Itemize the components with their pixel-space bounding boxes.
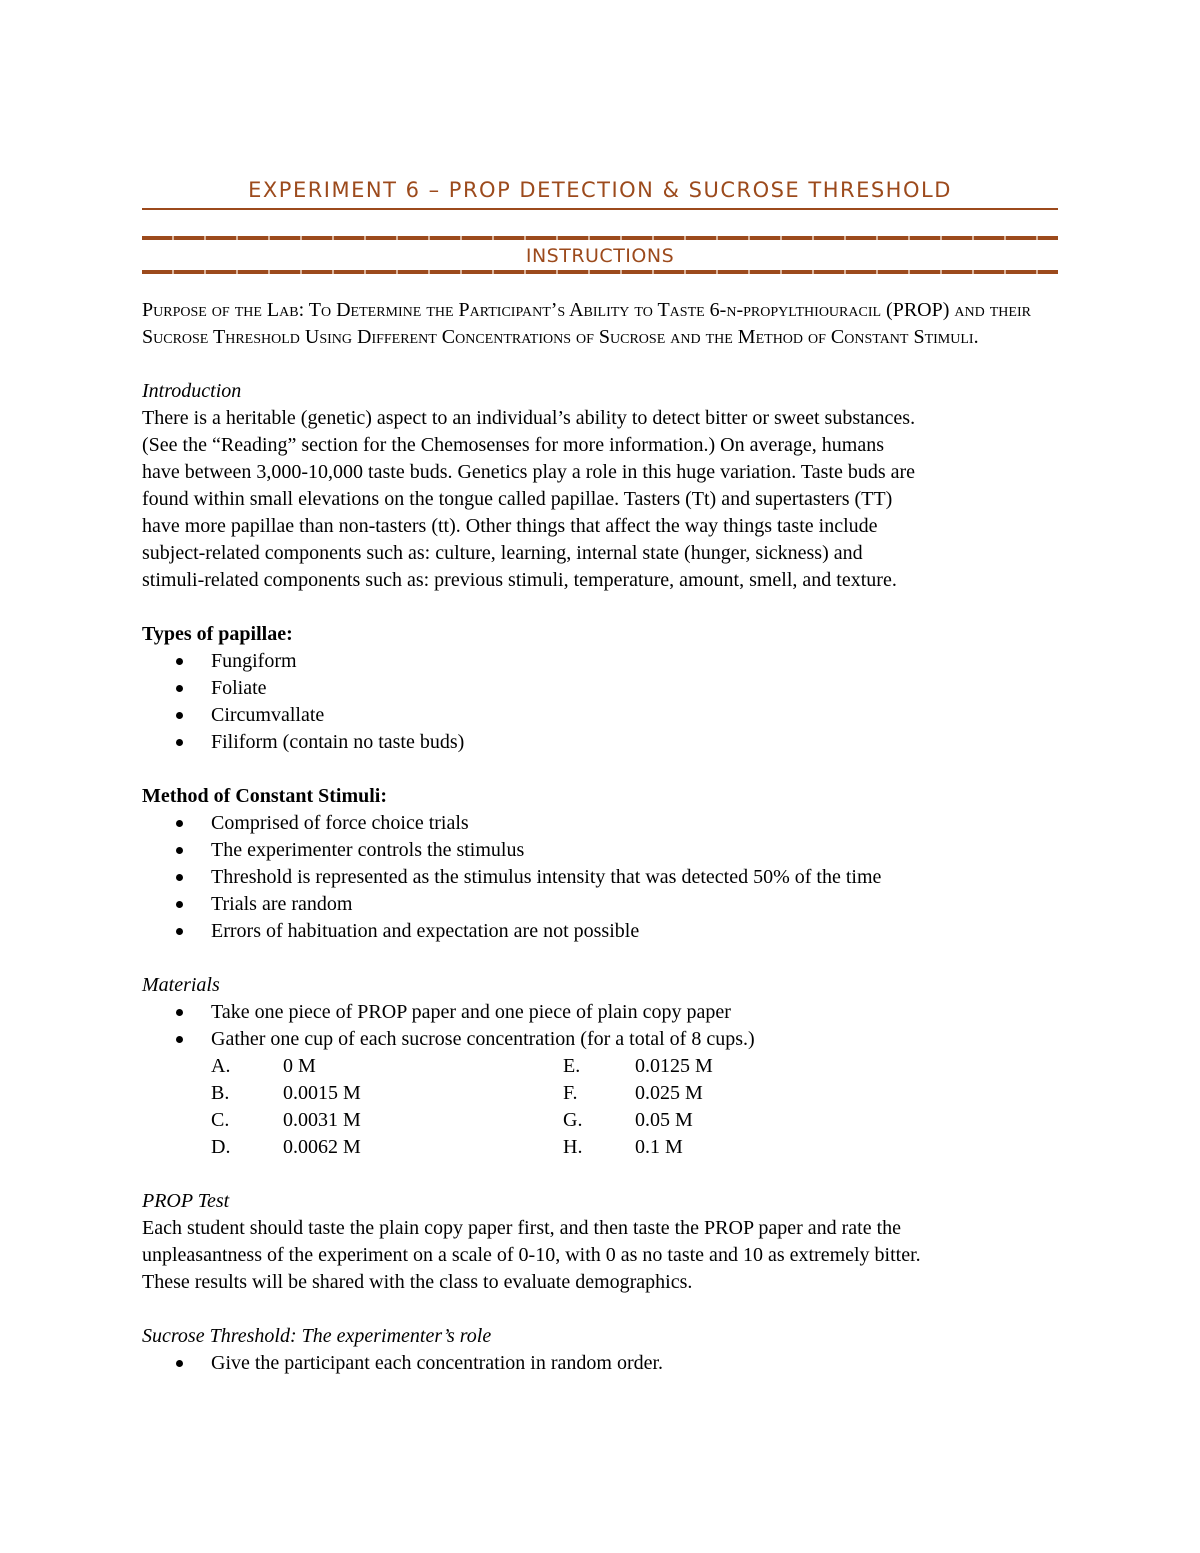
sucrose-heading: Sucrose Threshold: The experimenter’s role xyxy=(142,1325,492,1347)
intro-line: (See the “Reading” section for the Chemosenses for more information.) On average, humans xyxy=(142,434,884,456)
prop-test-paragraph xyxy=(142,1215,1062,1296)
bullet-icon xyxy=(176,1036,183,1043)
bullet-icon xyxy=(176,658,183,665)
concentration-letter: A. xyxy=(211,1055,231,1077)
list-item: Trials are random xyxy=(142,891,1062,918)
prop-test-line: unpleasantness of the experiment on a scale of 0-10, with 0 as no taste and 10 as extremely bitter. xyxy=(142,1244,921,1266)
papillae-list xyxy=(142,648,1062,756)
prop-test-line: Each student should taste the plain copy paper first, and then taste the PROP paper and rate the xyxy=(142,1217,902,1239)
intro-line: have between 3,000-10,000 taste buds. Genetics play a role in this huge variation. Taste buds are xyxy=(142,461,916,483)
prop-test-heading: PROP Test xyxy=(142,1190,230,1212)
concentration-row xyxy=(142,1080,1062,1107)
list-item: Threshold is represented as the stimulus intensity that was detected 50% of the time xyxy=(142,864,1062,891)
instructions-banner xyxy=(142,236,1058,276)
list-item: Fungiform xyxy=(142,648,1062,675)
intro-line: stimuli-related components such as: previous stimuli, temperature, amount, smell, and texture. xyxy=(142,569,897,591)
list-item: Comprised of force choice trials xyxy=(142,810,1062,837)
document-title: EXPERIMENT 6 – PROP DETECTION & SUCROSE THRESHOLD xyxy=(248,178,952,202)
concentration-value: 0.0031 M xyxy=(283,1109,361,1131)
concentration-row xyxy=(142,1053,1062,1080)
intro-line: found within small elevations on the tongue called papillae. Tasters (Tt) and supertasters (TT) xyxy=(142,488,893,510)
prop-test-line: These results will be shared with the class to evaluate demographics. xyxy=(142,1271,693,1293)
concentration-letter: D. xyxy=(211,1136,231,1158)
materials-heading: Materials xyxy=(142,974,220,996)
concentration-value: 0.0125 M xyxy=(635,1055,713,1077)
bullet-icon xyxy=(176,847,183,854)
bullet-icon xyxy=(176,1009,183,1016)
list-item: Take one piece of PROP paper and one piece of plain copy paper xyxy=(142,999,1062,1026)
method-list xyxy=(142,810,1062,945)
concentration-list xyxy=(142,1053,1062,1161)
concentration-row xyxy=(142,1134,1062,1161)
concentration-row xyxy=(142,1107,1062,1134)
list-item: The experimenter controls the stimulus xyxy=(142,837,1062,864)
bullet-icon xyxy=(176,901,183,908)
intro-line: have more papillae than non-tasters (tt). Other things that affect the way things taste include xyxy=(142,515,878,537)
bullet-icon xyxy=(176,1360,183,1367)
banner-bottom-rule xyxy=(142,270,1058,274)
concentration-letter: G. xyxy=(563,1109,583,1131)
intro-line: There is a heritable (genetic) aspect to an individual’s ability to detect bitter or sweet substances. xyxy=(142,407,916,429)
bullet-icon xyxy=(176,928,183,935)
concentration-letter: C. xyxy=(211,1109,230,1131)
banner-label: INSTRUCTIONS xyxy=(525,245,675,267)
list-item: Give the participant each concentration in random order. xyxy=(142,1350,1062,1377)
purpose-statement: Purpose of the Lab: To Determine the Participant’s Ability to Taste 6-n-propylthiouracil (PROP) and their Sucrose Threshold Using Different Concentrations of Sucrose and the Method of Constant Stimuli. xyxy=(142,299,1031,348)
materials-list xyxy=(142,999,1062,1053)
list-item: Filiform (contain no taste buds) xyxy=(142,729,1062,756)
concentration-letter: B. xyxy=(211,1082,230,1104)
intro-line: subject-related components such as: culture, learning, internal state (hunger, sickness) and xyxy=(142,542,863,564)
title-underline xyxy=(142,208,1058,210)
concentration-value: 0.05 M xyxy=(635,1109,693,1131)
method-heading: Method of Constant Stimuli: xyxy=(142,785,388,807)
bullet-icon xyxy=(176,685,183,692)
sucrose-list xyxy=(142,1350,1062,1377)
concentration-letter: E. xyxy=(563,1055,581,1077)
concentration-value: 0.0062 M xyxy=(283,1136,361,1158)
banner-top-rule xyxy=(142,236,1058,240)
bullet-icon xyxy=(176,820,183,827)
bullet-icon xyxy=(176,874,183,881)
concentration-letter: H. xyxy=(563,1136,583,1158)
list-item: Foliate xyxy=(142,675,1062,702)
document-body xyxy=(142,297,1062,1377)
introduction-paragraph xyxy=(142,405,1062,594)
list-item: Circumvallate xyxy=(142,702,1062,729)
list-item: Errors of habituation and expectation are not possible xyxy=(142,918,1062,945)
papillae-heading: Types of papillae: xyxy=(142,623,293,645)
concentration-letter: F. xyxy=(563,1082,578,1104)
concentration-value: 0.0015 M xyxy=(283,1082,361,1104)
list-item: Gather one cup of each sucrose concentration (for a total of 8 cups.) xyxy=(142,1026,1062,1053)
concentration-value: 0.1 M xyxy=(635,1136,683,1158)
concentration-value: 0.025 M xyxy=(635,1082,703,1104)
bullet-icon xyxy=(176,739,183,746)
concentration-value: 0 M xyxy=(283,1055,316,1077)
bullet-icon xyxy=(176,712,183,719)
introduction-heading: Introduction xyxy=(142,380,242,402)
